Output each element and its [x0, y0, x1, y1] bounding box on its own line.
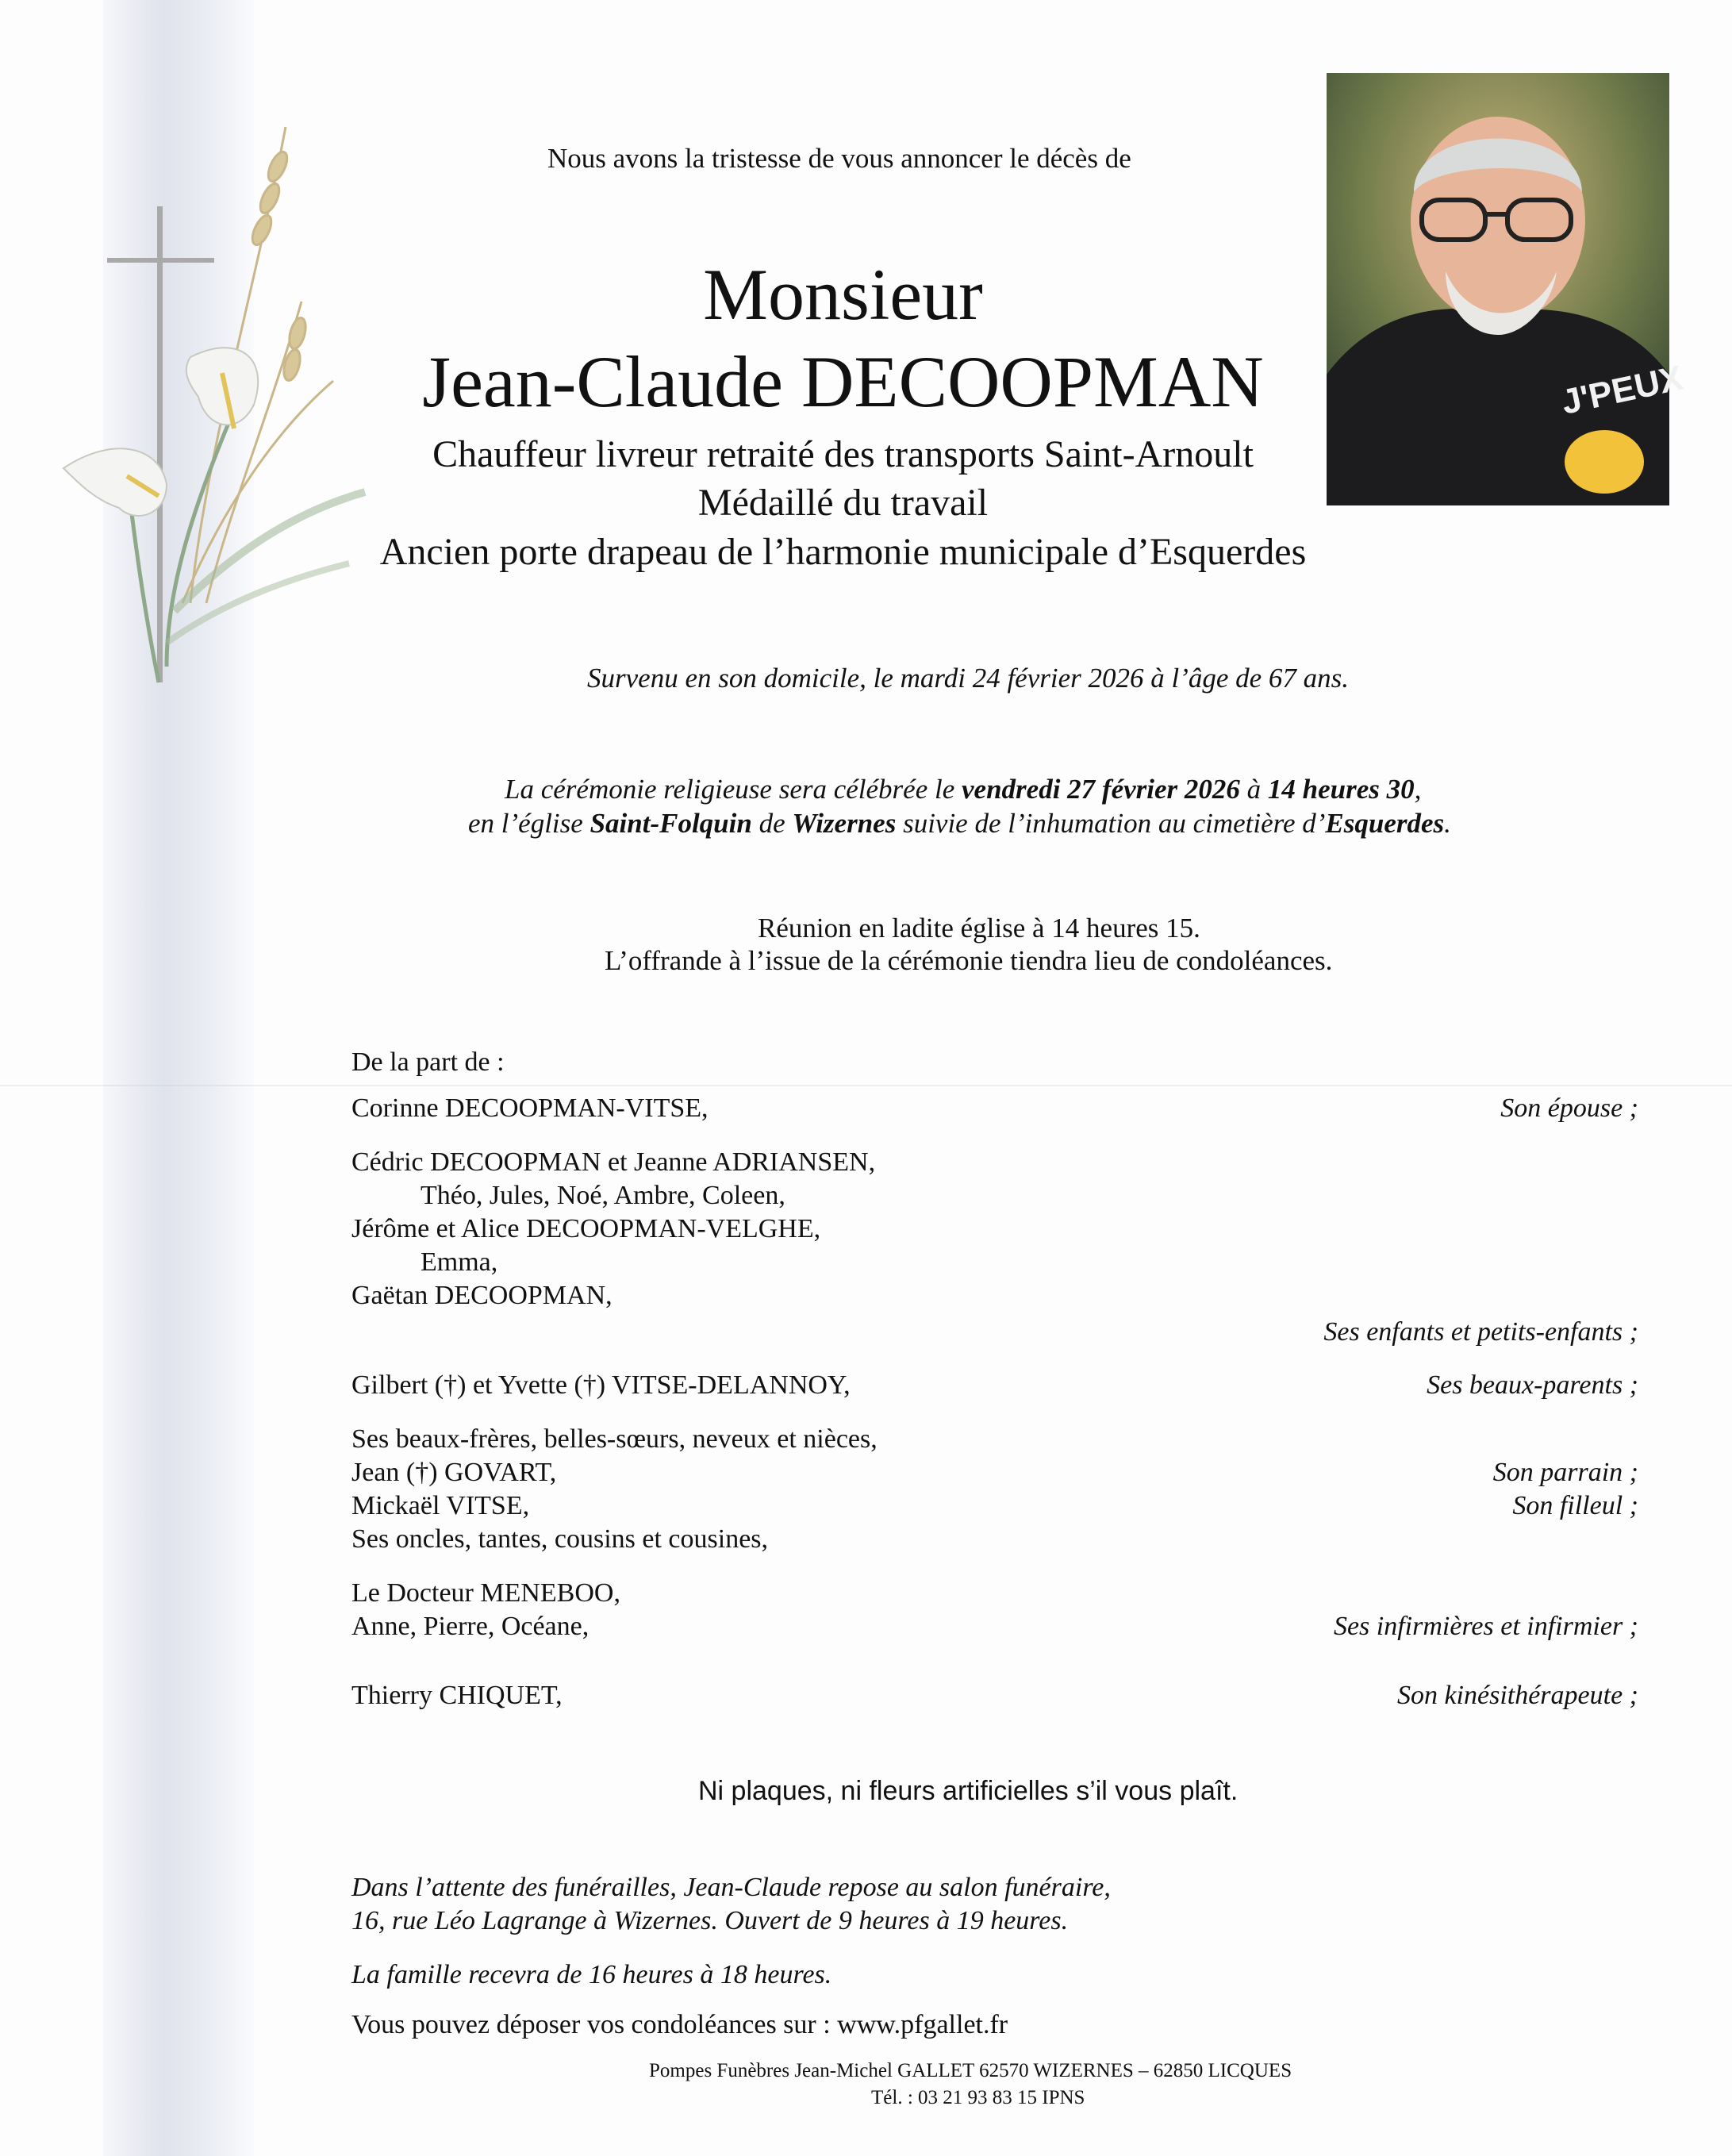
condolences-line: Vous pouvez déposer vos condoléances sur : www.pfgallet.fr — [351, 2010, 1008, 2039]
relation-label: Son kinésithérapeute ; — [1396, 1681, 1638, 1710]
family-line: Thierry CHIQUET, — [351, 1681, 563, 1710]
meeting-line-1: Réunion en ladite église à 14 heures 15. — [758, 913, 1200, 943]
relation-label: Son parrain ; — [1492, 1458, 1638, 1487]
footer-line-2: Tél. : 03 21 93 83 15 IPNS — [871, 2087, 1085, 2108]
family-line: Gilbert (†) et Yvette (†) VITSE-DELANNOY, — [351, 1370, 851, 1400]
family-line: Jérôme et Alice DECOOPMAN-VELGHE, — [351, 1214, 821, 1243]
flag-bearer-line: Ancien porte drapeau de l’harmonie municipale d’Esquerdes — [379, 531, 1307, 573]
closing-line-3: La famille recevra de 16 heures à 18 heures. — [351, 1960, 832, 1989]
family-line: Anne, Pierre, Océane, — [351, 1612, 589, 1641]
medal-line: Médaillé du travail — [697, 482, 989, 524]
family-line: Théo, Jules, Noé, Ambre, Coleen, — [421, 1181, 785, 1210]
family-line: Jean (†) GOVART, — [351, 1458, 557, 1487]
occupation-line: Chauffeur livreur retraité des transports Saint-Arnoult — [432, 433, 1254, 475]
civility-title: Monsieur — [703, 254, 983, 335]
family-line: Cédric DECOOPMAN et Jeanne ADRIANSEN, — [351, 1147, 876, 1177]
deceased-name: Jean-Claude DECOOPMAN — [422, 341, 1264, 422]
family-line: Gaëtan DECOOPMAN, — [351, 1281, 613, 1310]
family-line: Mickaël VITSE, — [351, 1491, 530, 1520]
footer-line-1: Pompes Funèbres Jean-Michel GALLET 62570 WIZERNES – 62850 LICQUES — [649, 2060, 1292, 2081]
family-line: Le Docteur MENEBOO, — [351, 1578, 620, 1608]
family-line: Ses beaux-frères, belles-sœurs, neveux et nièces, — [351, 1424, 878, 1454]
relation-label: Son filleul ; — [1512, 1491, 1638, 1520]
death-text: Survenu en son domicile, le mardi 24 février 2026 à l’âge de 67 ans. — [587, 663, 1350, 694]
ceremony-line-2: en l’église Saint-Folquin de Wizernes suivie de l’inhumation au cimetière d’Esquerdes. — [468, 808, 1451, 839]
family-line: Emma, — [421, 1247, 498, 1277]
relation-label: Ses infirmières et infirmier ; — [1333, 1612, 1638, 1641]
family-line: Corinne DECOOPMAN-VITSE, — [351, 1093, 709, 1123]
closing-line-2: 16, rue Léo Lagrange à Wizernes. Ouvert de 9 heures à 19 heures. — [351, 1906, 1069, 1935]
relation-label: Ses beaux-parents ; — [1427, 1370, 1638, 1400]
flowers-notice: Ni plaques, ni fleurs artificielles s’il vous plaît. — [698, 1776, 1239, 1806]
closing-line-1: Dans l’attente des funérailles, Jean-Claude repose au salon funéraire, — [351, 1873, 1111, 1902]
relation-label: Son épouse ; — [1500, 1093, 1638, 1123]
ceremony-line-1: La cérémonie religieuse sera célébrée le vendredi 27 février 2026 à 14 heures 30, — [505, 774, 1422, 805]
relation-label: Ses enfants et petits-enfants ; — [1323, 1317, 1638, 1347]
meeting-line-2: L’offrande à l’issue de la cérémonie tiendra lieu de condoléances. — [605, 945, 1333, 976]
fold-line — [0, 1085, 1732, 1086]
from-label: De la part de : — [351, 1047, 505, 1077]
svg-text:J'PEUX: J'PEUX — [1557, 358, 1687, 422]
family-line: Ses oncles, tantes, cousins et cousines, — [351, 1524, 769, 1554]
intro-text: Nous avons la tristesse de vous annoncer le décès de — [547, 143, 1131, 174]
